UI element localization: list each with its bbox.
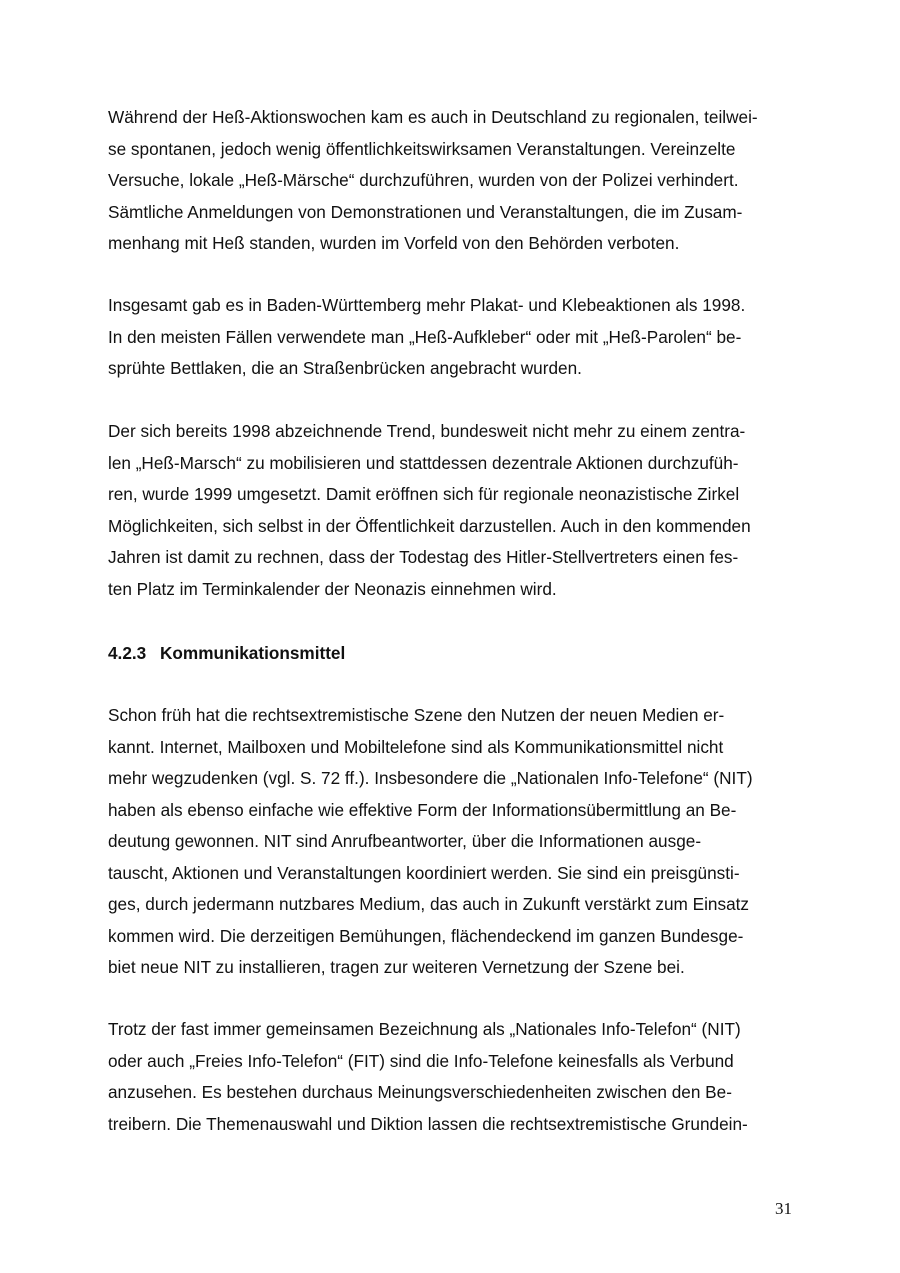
text-line: Der sich bereits 1998 abzeichnende Trend, bundesweit nicht mehr zu einem zentra- [108, 421, 746, 441]
text-line: len „Heß-Marsch“ zu mobilisieren und stattdessen dezentrale Aktionen durchzufüh- [108, 452, 739, 473]
text-line: Sämtliche Anmeldungen von Demonstrationen und Veranstaltungen, die im Zusam- [108, 201, 743, 222]
text-line: ten Platz im Terminkalender der Neonazis einnehmen wird. [108, 578, 557, 599]
text-line: biet neue NIT zu installieren, tragen zur weiteren Vernetzung der Szene bei. [108, 957, 685, 977]
text-line: menhang mit Heß standen, wurden im Vorfeld von den Behörden verboten. [108, 233, 680, 253]
paragraph-new-media [108, 700, 808, 984]
text-line: tauscht, Aktionen und Veranstaltungen koordiniert werden. Sie sind ein preisgünsti- [108, 862, 740, 883]
text-line: oder auch „Freies Info-Telefon“ (FIT) sind die Info-Telefone keinesfalls als Verbund [108, 1050, 734, 1071]
text-line: anzusehen. Es bestehen durchaus Meinungsverschiedenheiten zwischen den Be- [108, 1082, 732, 1102]
text-line: Jahren ist damit zu rechnen, dass der Todestag des Hitler-Stellvertreters einen fes- [108, 547, 739, 567]
paragraph-trend-1998 [108, 416, 808, 605]
text-line: mehr wegzudenken (vgl. S. 72 ff.). Insbesondere die „Nationalen Info-Telefone“ (NIT) [108, 768, 753, 788]
page-number: 31 [775, 1199, 792, 1218]
text-line: Trotz der fast immer gemeinsamen Bezeichnung als „Nationales Info-Telefon“ (NIT) [108, 1019, 741, 1039]
text-line: kommen wird. Die derzeitigen Bemühungen, flächendeckend im ganzen Bundesge- [108, 925, 744, 946]
text-line: deutung gewonnen. NIT sind Anrufbeantworter, über die Informationen ausge- [108, 831, 702, 851]
paragraph-hess-action-weeks [108, 102, 808, 260]
text-line: treibern. Die Themenauswahl und Diktion lassen die rechtsextremistische Grundein- [108, 1113, 748, 1134]
paragraph-info-telefone [108, 1014, 808, 1140]
paragraph-baden-wuerttemberg [108, 290, 808, 385]
text-line: sprühte Bettlaken, die an Straßenbrücken angebracht wurden. [108, 358, 582, 378]
text-line: Versuche, lokale „Heß-Märsche“ durchzuführen, wurden von der Polizei verhindert. [108, 170, 739, 190]
section-heading [108, 638, 345, 670]
section-title: Kommunikationsmittel [160, 643, 346, 663]
text-line: ren, wurde 1999 umgesetzt. Damit eröffnen sich für regionale neonazistische Zirkel [108, 484, 740, 504]
text-line: Schon früh hat die rechtsextremistische Szene den Nutzen der neuen Medien er- [108, 705, 725, 725]
text-line: haben als ebenso einfache wie effektive Form der Informationsübermittlung an Be- [108, 799, 737, 820]
text-line: se spontanen, jedoch wenig öffentlichkeitswirksamen Veranstaltungen. Vereinzelte [108, 138, 736, 159]
text-line: In den meisten Fällen verwendete man „Heß-Aufkleber“ oder mit „Heß-Parolen“ be- [108, 326, 742, 347]
text-line: kannt. Internet, Mailboxen und Mobiltelefone sind als Kommunikationsmittel nicht [108, 736, 724, 757]
text-line: Möglichkeiten, sich selbst in der Öffentlichkeit darzustellen. Auch in den kommenden [108, 515, 751, 536]
text-line: ges, durch jedermann nutzbares Medium, das auch in Zukunft verstärkt zum Einsatz [108, 894, 750, 914]
text-line: Insgesamt gab es in Baden-Württemberg mehr Plakat- und Klebeaktionen als 1998. [108, 295, 746, 315]
section-number: 4.2.3 [108, 643, 147, 663]
text-line: Während der Heß-Aktionswochen kam es auch in Deutschland zu regionalen, teilwei- [108, 107, 758, 127]
